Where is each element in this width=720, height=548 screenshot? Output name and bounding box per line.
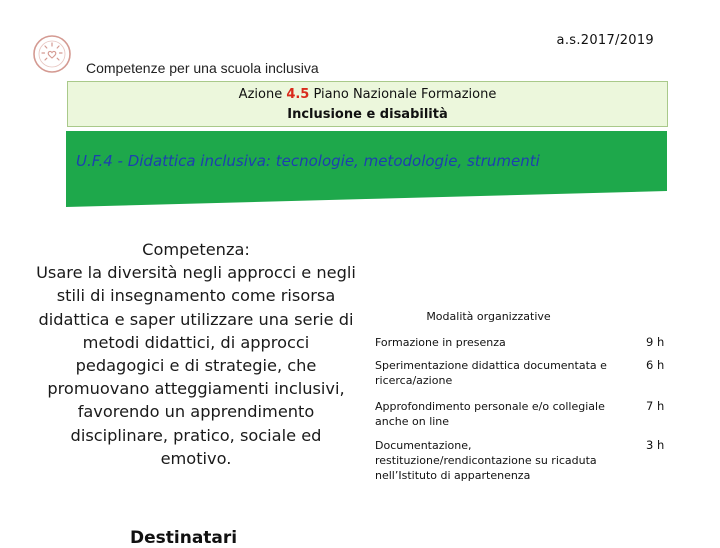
school-logo-icon xyxy=(32,34,72,74)
school-year: a.s.2017/2019 xyxy=(556,33,654,48)
uf-banner xyxy=(66,131,667,209)
azione-line xyxy=(68,85,667,105)
uf-description: - Didattica inclusiva: tecnologie, metodologie, strumenti xyxy=(112,152,540,170)
uf-code: U.F.4 xyxy=(76,152,113,170)
modalita-row-hours: 7 h xyxy=(646,399,665,413)
modalita-row-label: Sperimentazione didattica documentata e ricerca/azione xyxy=(375,359,607,387)
destinatari-heading: Destinatari xyxy=(130,528,238,548)
page-subtitle: Competenze per una scuola inclusiva xyxy=(86,60,319,76)
modalita-row-hours: 6 h xyxy=(646,358,665,372)
azione-subtitle: Inclusione e disabilità xyxy=(287,107,448,122)
modalita-row-label: Documentazione, restituzione/rendicontazione su ricaduta nell’Istituto di appartenenza xyxy=(375,439,597,482)
uf-title xyxy=(76,152,540,170)
azione-suffix: Piano Nazionale Formazione xyxy=(309,87,497,102)
azione-number: 4.5 xyxy=(286,87,310,102)
modalita-row-label: Approfondimento personale e/o collegiale anche on line xyxy=(375,400,605,428)
competenza-block xyxy=(36,238,356,470)
modalita-row-hours: 9 h xyxy=(646,335,665,349)
modalita-row-hours: 3 h xyxy=(646,438,665,452)
competenza-text: Usare la diversità negli approcci e negli stili di insegnamento come risorsa didattica e saper utilizzare una serie di metodi didattici, di approcci pedagogici e di strategie, che promuovano atteggiamenti inclusivi, favorendo un apprendimento disciplinare, pratico, sociale ed emotivo. xyxy=(36,263,356,468)
azione-box xyxy=(67,81,668,127)
competenza-title: Competenza: xyxy=(142,240,250,259)
azione-prefix: Azione xyxy=(238,87,287,102)
modalita-title: Modalità organizzative xyxy=(426,310,551,323)
modalita-row-label: Formazione in presenza xyxy=(375,336,506,349)
